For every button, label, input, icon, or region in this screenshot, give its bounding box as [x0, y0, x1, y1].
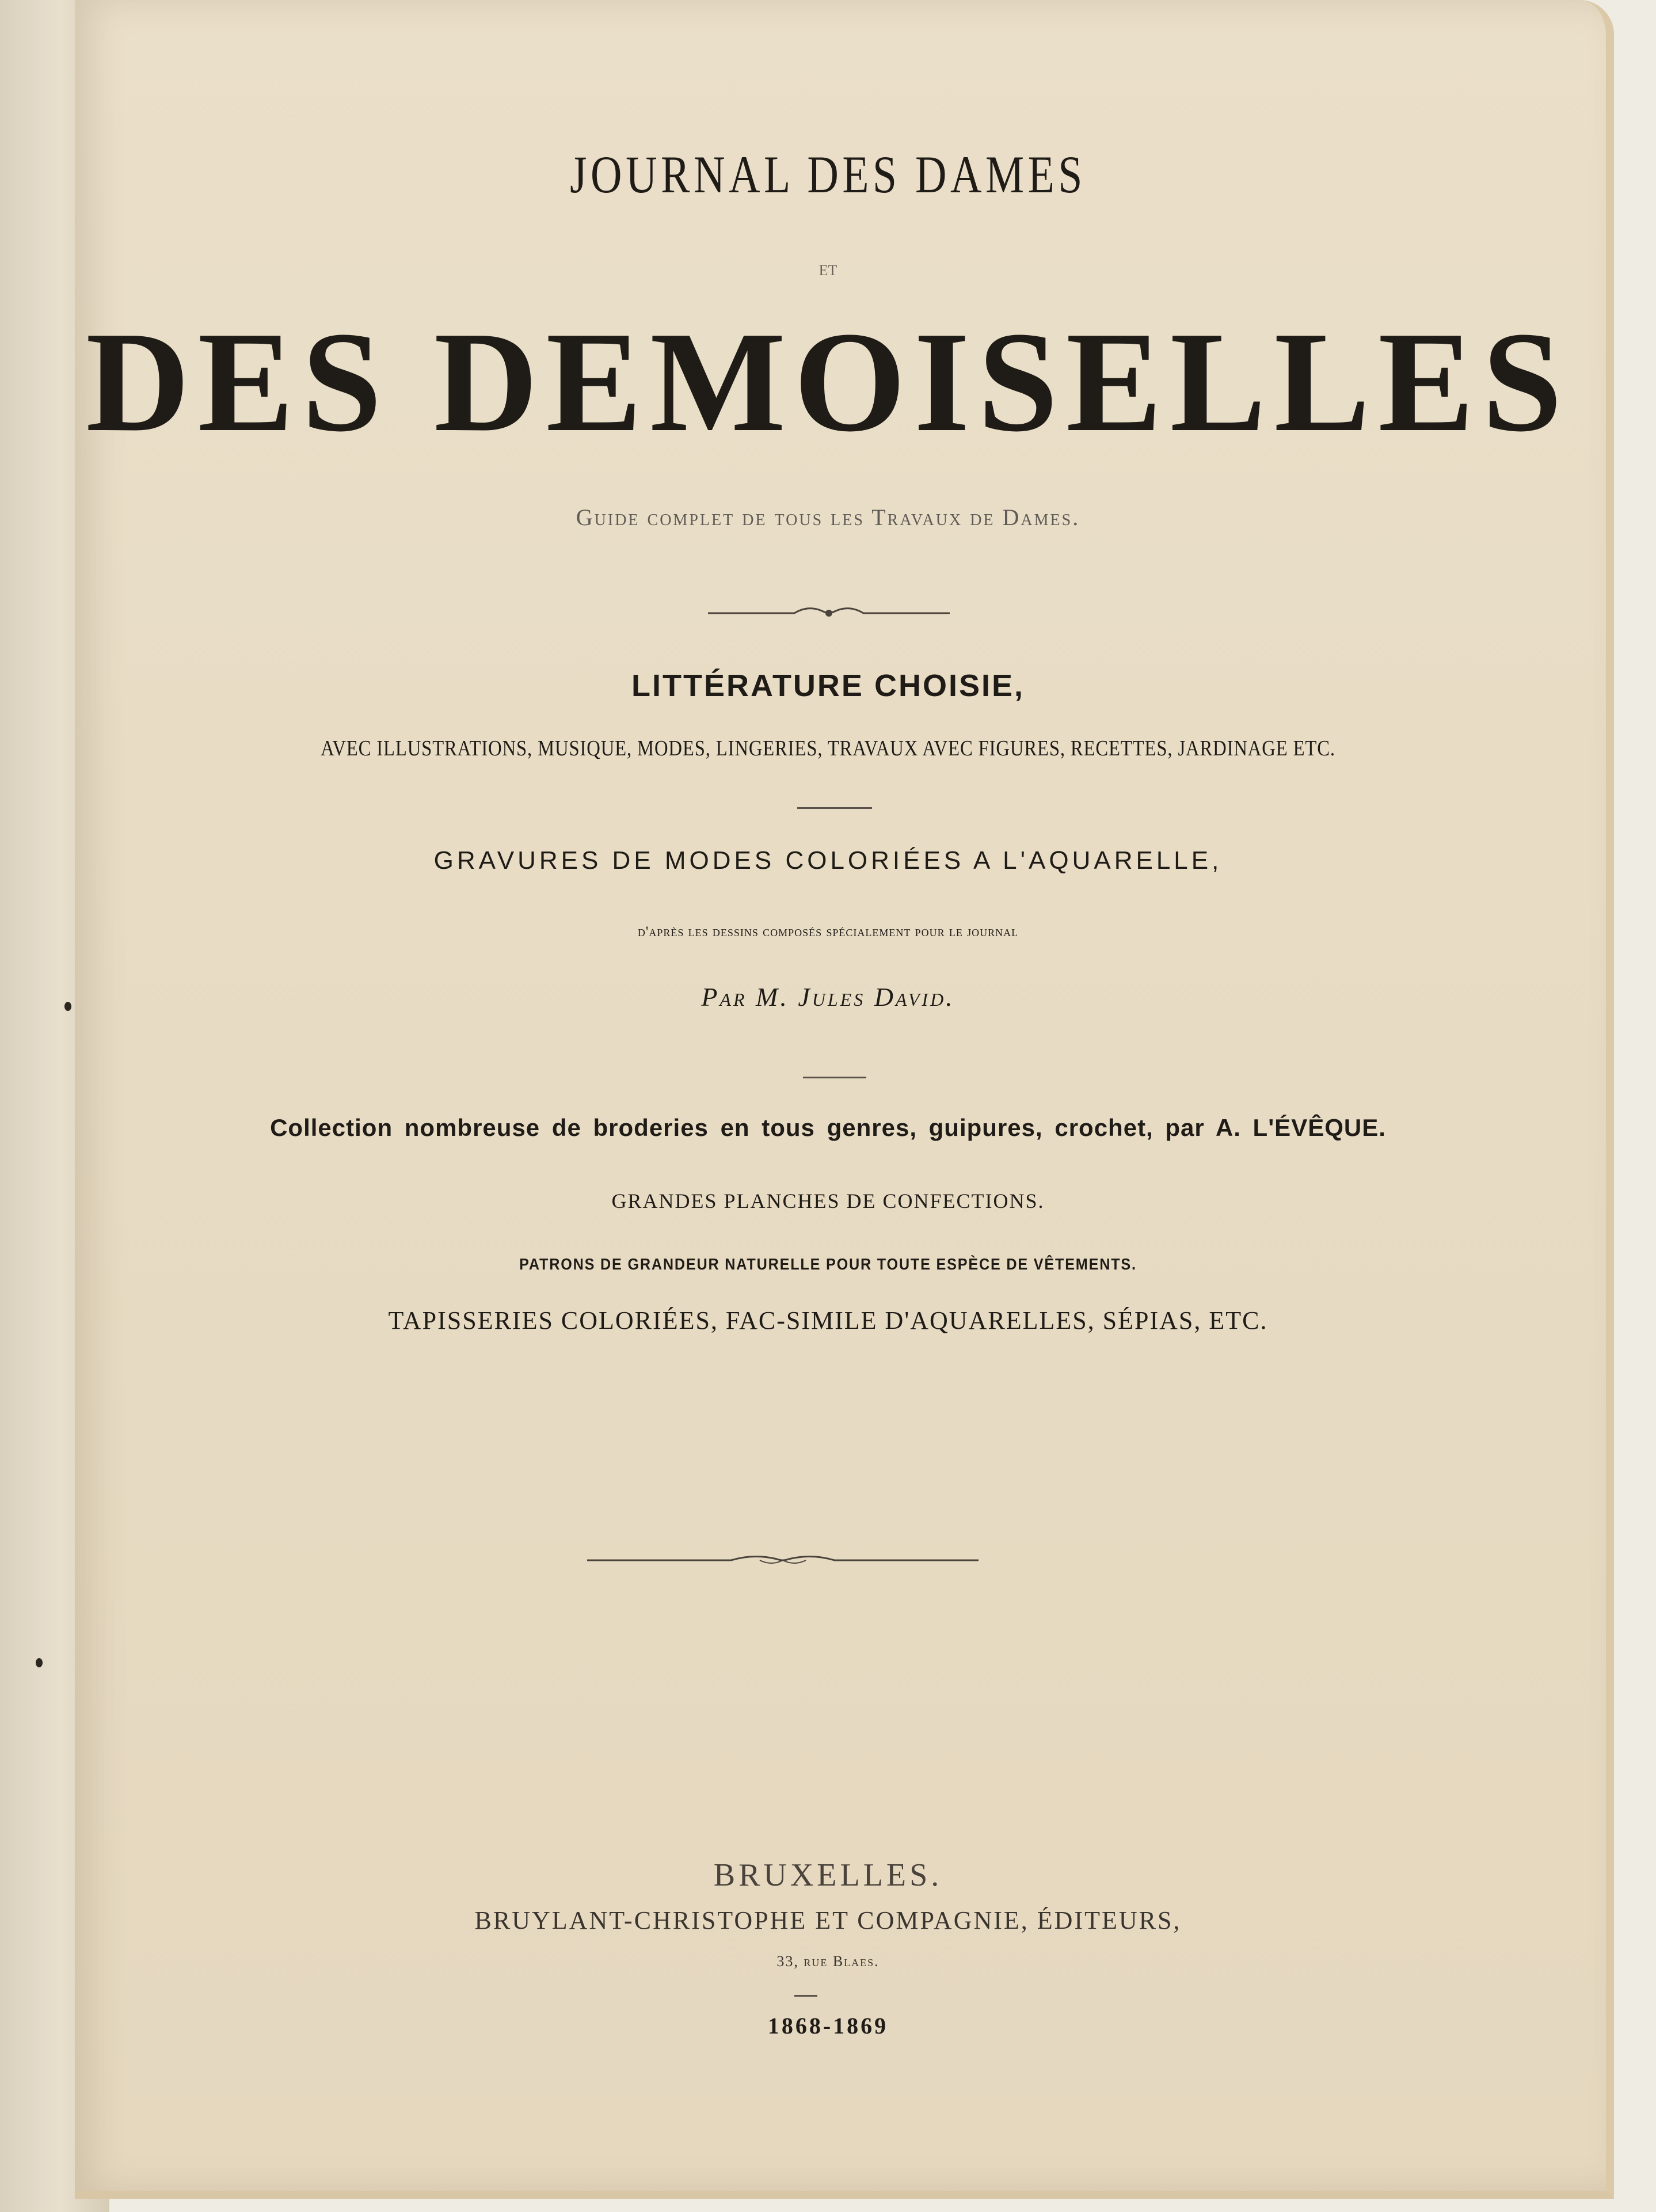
grandes-planches-line: GRANDES PLANCHES DE CONFECTIONS. [611, 1189, 1045, 1213]
main-title: DES DEMOISELLES [86, 302, 1570, 462]
imprint-years: 1868-1869 [767, 2013, 889, 2039]
dapres-line: d'après les dessins composés spécialement pour le journal [637, 924, 1019, 940]
ornament-divider-icon [587, 1549, 979, 1572]
short-rule [803, 1077, 866, 1078]
conjunction-et: ET [819, 262, 837, 279]
subtitle: Guide complet de tous les Travaux de Dames. [576, 504, 1080, 530]
imprint-address: 33, rue Blaes. [776, 1953, 880, 1970]
litterature-heading: LITTÉRATURE CHOISIE, [631, 668, 1025, 703]
ornament-divider-icon [708, 599, 950, 628]
collection-line: Collection nombreuse de broderies en tous genres, guipures, crochet, par A. L'ÉVÊQUE. [270, 1114, 1386, 1141]
tapisseries-line: TAPISSERIES COLORIÉES, FAC-SIMILE D'AQUARELLES, SÉPIAS, ETC. [388, 1306, 1268, 1335]
short-rule [794, 1995, 817, 1997]
author-line: Par M. Jules David. [701, 982, 955, 1012]
imprint-publisher: BRUYLANT-CHRISTOPHE ET COMPAGNIE, ÉDITEURS, [474, 1906, 1182, 1934]
patrons-line: PATRONS DE GRANDEUR NATURELLE POUR TOUTE ESPÈCE DE VÊTEMENTS. [519, 1255, 1137, 1273]
short-rule [797, 807, 872, 809]
contents-line: AVEC ILLUSTRATIONS, MUSIQUE, MODES, LINGERIES, TRAVAUX AVEC FIGURES, RECETTES, JARDINAGE ETC. [321, 736, 1335, 761]
binding-hole [36, 1658, 43, 1667]
gravures-heading: GRAVURES DE MODES COLORIÉES A L'AQUARELLE, [433, 846, 1223, 875]
imprint-city: BRUXELLES. [713, 1857, 943, 1893]
journal-title: JOURNAL DES DAMES [570, 145, 1086, 204]
